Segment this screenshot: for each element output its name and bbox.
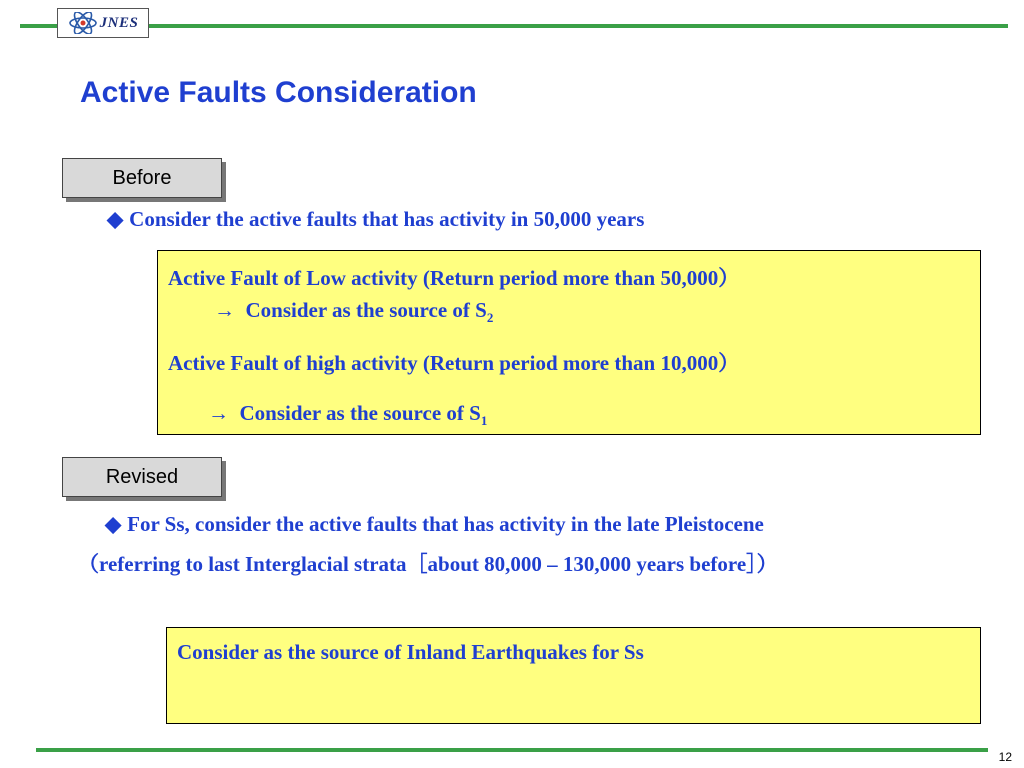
header-rule [20, 24, 1008, 28]
before-label-text: Before [62, 158, 222, 198]
before-box-line2 [214, 298, 493, 326]
atom-icon [68, 12, 98, 34]
diamond-bullet-icon: ◆ [105, 512, 122, 536]
page-title: Active Faults Consideration [80, 76, 477, 109]
before-label [62, 158, 224, 200]
footer-rule [36, 748, 988, 752]
before-box-line3: Active Fault of high activity (Return period more than 10,000） [168, 351, 740, 375]
subscript: 2 [486, 310, 494, 326]
revised-bullet [105, 512, 764, 537]
jnes-logo [57, 8, 149, 38]
diamond-bullet-icon: ◆ [107, 207, 124, 231]
before-bullet [107, 207, 644, 232]
before-bullet-text: Consider the active faults that has activity in 50,000 years [129, 207, 645, 231]
page-number: 12 [998, 750, 1012, 764]
before-box-line1: Active Fault of Low activity (Return period more than 50,000） [168, 266, 740, 290]
before-box-line4 [208, 401, 487, 429]
revised-bullet-line2: （referring to last Interglacial strata［about 80,000 – 130,000 years before］） [78, 552, 778, 576]
arrow-icon: → [214, 298, 235, 322]
revised-bullet-line1: For Ss, consider the active faults that has activity in the late Pleistocene [127, 512, 764, 536]
subscript: 1 [480, 413, 488, 429]
logo-text: JNES [99, 14, 139, 31]
revised-label [62, 457, 224, 499]
revised-box-text: Consider as the source of Inland Earthquakes for Ss [177, 640, 644, 664]
arrow-icon: → [208, 401, 229, 425]
before-box-line2-text: Consider as the source of S [245, 298, 487, 322]
before-box-line4-text: Consider as the source of S [239, 401, 481, 425]
revised-label-text: Revised [62, 457, 222, 497]
